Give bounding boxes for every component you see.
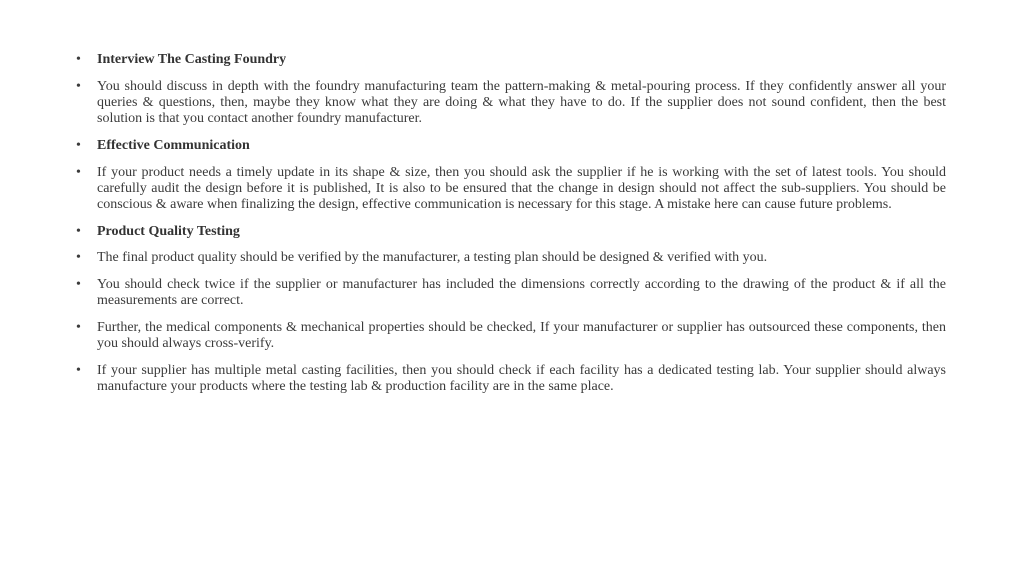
bullet-text: You should discuss in depth with the foundry manufacturing team the pattern-making & metal-pouring process. If they confidently answer all your queries & questions, then, maybe they know what they are doing & what they have to do. If the supplier does not sound confident, then the best solution is that you contact another foundry manufacturer. xyxy=(97,78,946,127)
bullet-dot-icon: • xyxy=(76,164,81,180)
bullet-item xyxy=(76,79,946,128)
bullet-heading-interview xyxy=(76,52,946,68)
bullet-item xyxy=(76,320,946,352)
bullet-text: You should check twice if the supplier or manufacturer has included the dimensions correctly according to the drawing of the product & if all the measurements are correct. xyxy=(97,277,946,309)
bullet-heading-quality-testing xyxy=(76,224,946,240)
bullet-dot-icon: • xyxy=(76,78,81,94)
bullet-heading-communication xyxy=(76,138,946,154)
bullet-text: Interview The Casting Foundry xyxy=(97,52,287,67)
bullet-item xyxy=(76,250,946,266)
bullet-dot-icon: • xyxy=(76,137,81,153)
bullet-list xyxy=(76,52,946,406)
bullet-dot-icon: • xyxy=(76,250,81,266)
bullet-dot-icon: • xyxy=(76,319,81,335)
bullet-item xyxy=(76,277,946,309)
bullet-text: If your product needs a timely update in its shape & size, then you should ask the supplier if he is working with the set of latest tools. You should carefully audit the design before it is published, It is also to be ensured that the change in design should not affect the sub-suppliers. You should be conscious & aware when finalizing the design, effective communication is necessary for this stage. A mistake here can cause future problems. xyxy=(97,164,946,212)
bullet-item xyxy=(76,165,946,214)
bullet-item xyxy=(76,363,946,395)
bullet-text: Further, the medical components & mechanical properties should be checked, If your manufacturer or supplier has outsourced these components, then you should always cross-verify. xyxy=(97,319,946,352)
bullet-dot-icon: • xyxy=(76,362,81,378)
bullet-text: The final product quality should be verified by the manufacturer, a testing plan should be designed & verified with you. xyxy=(97,250,768,266)
bullet-text: Product Quality Testing xyxy=(97,223,240,239)
bullet-dot-icon: • xyxy=(76,52,81,67)
bullet-text: Effective Communication xyxy=(97,137,250,153)
bullet-text: If your supplier has multiple metal casting facilities, then you should check if each facility has a dedicated testing lab. Your supplier should always manufacture your products where the testing lab & production facility are in the same place. xyxy=(97,362,946,395)
bullet-dot-icon: • xyxy=(76,223,81,239)
bullet-dot-icon: • xyxy=(76,277,81,293)
